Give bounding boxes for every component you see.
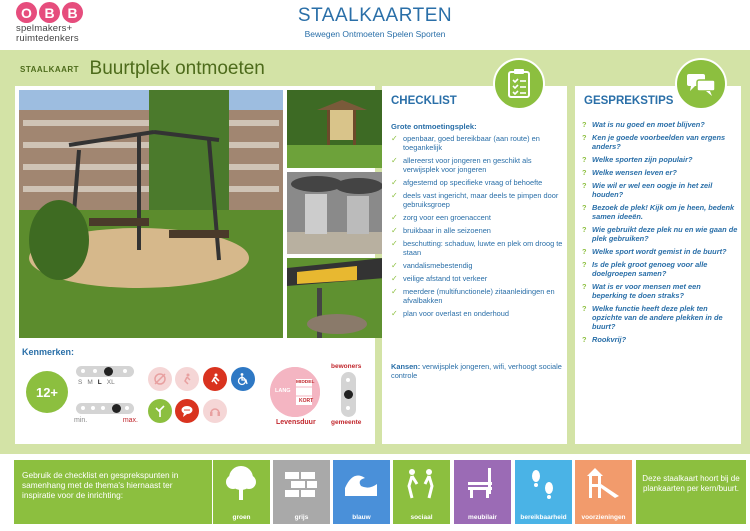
- theme-tile-voorzieningen[interactable]: [575, 460, 632, 524]
- logo-line2: ruimtedenkers: [16, 33, 79, 44]
- bench-icon: [464, 464, 500, 504]
- plant-icon: [148, 399, 172, 423]
- minmax-dot-2: [91, 406, 95, 410]
- tile-label-blauw: blauw: [352, 514, 371, 521]
- vslider-dot-1: [346, 378, 350, 382]
- footer-note: Deze staalkaart hoort bij de plankaarten per kern/buurt.: [636, 460, 746, 524]
- checklist-items: [391, 134, 563, 322]
- bewoners-label: bewoners: [331, 363, 362, 370]
- gesprekstips-panel: [575, 86, 741, 444]
- side-photo-3[interactable]: [287, 258, 385, 338]
- tile-label-bereikbaarheid: bereikbaarheid: [520, 514, 567, 521]
- chat-icon: [175, 399, 199, 423]
- sport-icon: [203, 367, 227, 391]
- ball-icon: [148, 367, 172, 391]
- checklist-heading: CHECKLIST: [391, 95, 457, 107]
- checklist-intro: Grote ontmoetingsplek:: [391, 122, 477, 131]
- min-max-slider[interactable]: [76, 403, 134, 414]
- kansen-text: [391, 362, 563, 380]
- tip-item: ? Welke wensen leven er?: [582, 168, 738, 177]
- max-label: max.: [122, 417, 138, 424]
- checklist-item: ✓ zorg voor een groenaccent: [391, 213, 563, 222]
- theme-tile-bereikbaarheid[interactable]: [515, 460, 572, 524]
- checklist-item: ✓ meerdere (multifunctionele) zitaanleidingen en afvalbakken: [391, 287, 563, 305]
- running-icon: [175, 367, 199, 391]
- tip-item: ? Welke sporten zijn populair?: [582, 155, 738, 164]
- tile-label-grijs: grijs: [294, 514, 309, 521]
- tile-label-voorzieningen: voorzieningen: [581, 514, 626, 521]
- gesprekstips-heading: GESPREKSTIPS: [584, 95, 674, 107]
- tip-item: ? Wie gebruikt deze plek nu en wie gaan de plek gebruiken?: [582, 225, 738, 243]
- tip-item: ? Wat is nu goed en moet blijven?: [582, 120, 738, 129]
- logo-letter-b2: B: [62, 2, 83, 23]
- age-badge: 12+: [26, 371, 68, 413]
- logo-line1: spelmakers+: [16, 23, 73, 34]
- checklist-item: ✓ allereerst voor jongeren en geschikt als verwijsplek voor jongeren: [391, 156, 563, 174]
- vslider-dot-2: [346, 406, 350, 410]
- theme-tile-sociaal[interactable]: [393, 460, 450, 524]
- logo-letter-o: O: [16, 2, 37, 23]
- tip-item: ? Wat is er voor mensen met een beperking te doen straks?: [582, 282, 738, 300]
- checklist-item: ✓ beschutting: schaduw, luwte en plek om droog te staan: [391, 239, 563, 257]
- checklist-item: ✓ openbaar, goed bereikbaar (aan route) en toegankelijk: [391, 134, 563, 152]
- tip-item: ? Welke functie heeft deze plek ten opzichte van de andere plekken in de buurt?: [582, 304, 738, 331]
- minmax-dot-4: [125, 406, 129, 410]
- checklist-item: ✓ plan voor overlast en onderhoud: [391, 309, 563, 318]
- checklist-item: ✓ afgestemd op specifieke vraag of behoefte: [391, 178, 563, 187]
- music-icon: [203, 399, 227, 423]
- logo-letter-b1: B: [39, 2, 60, 23]
- duration-caption: Levensduur: [276, 419, 316, 426]
- duration-kort: KORT: [299, 398, 314, 404]
- checklist-item: ✓ deels vast ingericht, maar deels te pimpen door gebruiksgroep: [391, 191, 563, 209]
- footer-intro-text: Gebruik de checklist en gesprekspunten in samenhang met de thema's hiernaast ter inspiratie voor de inrichting:: [14, 460, 212, 524]
- min-label: min.: [74, 417, 88, 424]
- tip-item: ? Is de plek groot genoeg voor alle doelgroepen samen?: [582, 260, 738, 278]
- size-slider[interactable]: [76, 366, 134, 377]
- theme-tile-grijs[interactable]: [273, 460, 330, 524]
- gesprekstips-items: [582, 120, 738, 348]
- kenmerken-heading: Kenmerken:: [22, 347, 75, 357]
- speech-bubbles-icon: [675, 58, 727, 110]
- card-label: STAALKAART: [20, 64, 80, 74]
- size-dot-m: [93, 369, 97, 373]
- size-label-s: S: [78, 379, 83, 386]
- tip-item: ? Wie wil er wel een oogje in het zeil houden?: [582, 181, 738, 199]
- tip-item: ? Bezoek de plek! Kijk om je heen, bedenk samen ideeën.: [582, 203, 738, 221]
- kansen-label: Kansen:: [391, 362, 421, 371]
- photo-panel: [15, 86, 375, 444]
- size-knob[interactable]: [104, 367, 113, 376]
- tip-item: ? Ken je goede voorbeelden van ergens anders?: [582, 133, 738, 151]
- page-subtitle: Bewegen Ontmoeten Spelen Sporten: [304, 29, 446, 39]
- duration-wheel: [270, 367, 320, 417]
- side-photo-1[interactable]: [287, 90, 385, 168]
- minmax-dot-1: [81, 406, 85, 410]
- size-dot-s: [81, 369, 85, 373]
- tile-label-meubilair: meubilair: [468, 514, 497, 521]
- gemeente-label: gemeente: [331, 419, 362, 426]
- playground-icon: [585, 464, 621, 504]
- footsteps-icon: [525, 464, 561, 504]
- theme-tile-blauw[interactable]: [333, 460, 390, 524]
- size-label-l: L: [97, 379, 102, 386]
- bewoners-gemeente-slider[interactable]: [341, 372, 356, 417]
- tile-label-groen: groen: [232, 514, 251, 521]
- tile-label-sociaal: sociaal: [410, 514, 433, 521]
- clipboard-icon: [493, 58, 545, 110]
- main-photo[interactable]: [19, 90, 283, 338]
- bricks-icon: [283, 464, 319, 504]
- tree-icon: [223, 464, 259, 504]
- duration-lang: LANG: [275, 388, 291, 394]
- size-label-m: M: [87, 379, 93, 386]
- size-dot-xl: [123, 369, 127, 373]
- side-photo-2[interactable]: [287, 172, 385, 254]
- theme-tile-groen[interactable]: [213, 460, 270, 524]
- checklist-item: ✓ veilige afstand tot verkeer: [391, 274, 563, 283]
- minmax-knob[interactable]: [112, 404, 121, 413]
- footer: [0, 454, 750, 531]
- wheelchair-icon: [231, 367, 255, 391]
- size-labels: [78, 379, 120, 386]
- checklist-item: ✓ vandalismebestendig: [391, 261, 563, 270]
- minmax-dot-3: [101, 406, 105, 410]
- tip-item: ? Rookvrij?: [582, 335, 738, 344]
- checklist-item: ✓ bruikbaar in alle seizoenen: [391, 226, 563, 235]
- tip-item: ? Welke sport wordt gemist in de buurt?: [582, 247, 738, 256]
- people-icon: [403, 464, 439, 504]
- page-title: STAALKAARTEN: [297, 5, 453, 26]
- wave-icon: [343, 464, 379, 504]
- duration-middel: MIDDEL: [296, 380, 315, 385]
- kansen-body: verwijsplek jongeren, wifi, verhoogt sociale controle: [391, 362, 562, 380]
- theme-tile-meubilair[interactable]: [454, 460, 511, 524]
- header: [0, 0, 750, 50]
- checklist-panel: [382, 86, 567, 444]
- card-title: Buurtplek ontmoeten: [89, 58, 265, 79]
- vslider-knob[interactable]: [344, 390, 353, 399]
- size-label-xl: XL: [106, 379, 115, 386]
- card-title-bar: [20, 58, 265, 80]
